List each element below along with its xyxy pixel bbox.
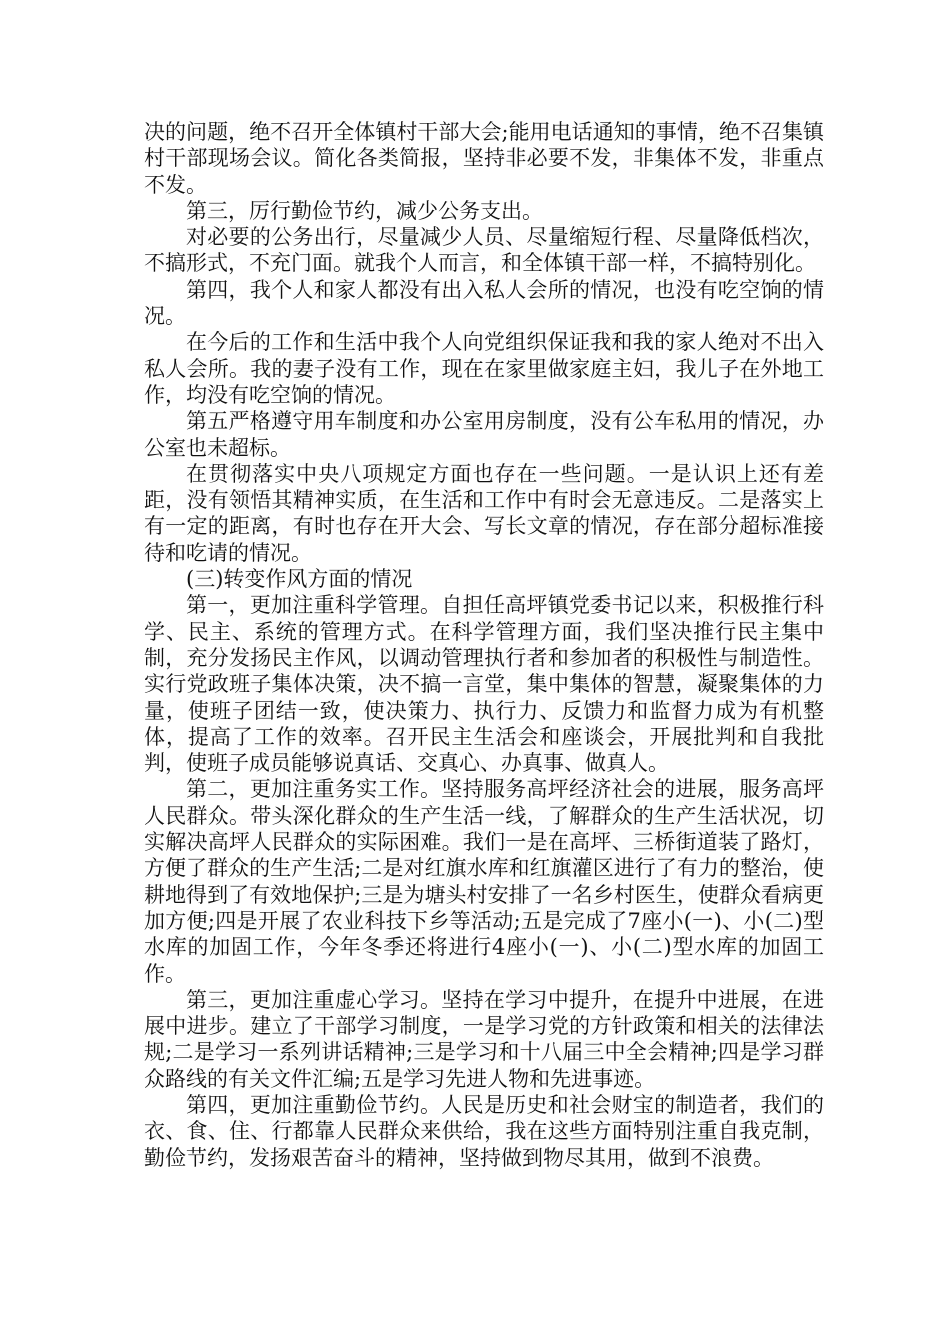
- paragraph-official-travel: 对必要的公务出行，尽量减少人员、尽量缩短行程、尽量降低档次，不搞形式，不充门面。就我个人而言，和全体镇干部一样，不搞特别化。: [144, 225, 824, 276]
- paragraph-thrift: 第四，更加注重勤俭节约。人民是历史和社会财宝的制造者，我们的衣、食、住、行都靠人民群众来供给，我在这些方面特别注重自我克制，勤俭节约，发扬艰苦奋斗的精神，坚持做到物尽其用，做到不浪费。: [144, 1092, 824, 1170]
- paragraph-fifth-vehicles-offices: 第五严格遵守用车制度和办公室用房制度，没有公车私用的情况，办公室也未超标。: [144, 409, 824, 460]
- paragraph-fourth-private-clubs: 第四，我个人和家人都没有出入私人会所的情况，也没有吃空饷的情况。: [144, 277, 824, 329]
- paragraph-third-frugality: 第三，厉行勤俭节约，减少公务支出。: [186, 198, 543, 223]
- paragraph-scientific-management: 第一，更加注重科学管理。自担任高坪镇党委书记以来，积极推行科学、民主、系统的管理方式。在科学管理方面，我们坚决推行民主集中制，充分发扬民主作风，以调动管理执行者和参加者的积极性与制造性。实行党政班子集体决策，决不搞一言堂，集中集体的智慧，凝聚集体的力量，使班子团结一致，使决策力、执行力、反馈力和监督力成为有机整体，提高了工作的效率。召开民主生活会和座谈会，开展批判和自我批判，使班子成员能够说真话、交真心、办真事、做真人。: [144, 593, 824, 776]
- paragraph-existing-problems: 在贯彻落实中央八项规定方面也存在一些问题。一是认识上还有差距，没有领悟其精神实质，在生活和工作中有时会无意违反。二是落实上有一定的距离，有时也存在开大会、写长文章的情况，存在部分超标准接待和吃请的情况。: [144, 461, 824, 565]
- paragraph-practical-work: 第二，更加注重务实工作。坚持服务高坪经济社会的进展，服务高坪人民群众。带头深化群众的生产生活一线，了解群众的生产生活状况，切实解决高坪人民群众的实际困难。我们一是在高坪、三桥街道装了路灯，方便了群众的生产生活;二是对红旗水库和红旗灌区进行了有力的整治，使耕地得到了有效地保护;三是为塘头村安排了一名乡村医生，使群众看病更加方便;四是开展了农业科技下乡等活动;五是完成了7座小(一)、小(二)型水库的加固工作，今年冬季还将进行4座小(一)、小(二)型水库的加固工作。: [144, 777, 824, 986]
- paragraph-family-guarantee: 在今后的工作和生活中我个人向党组织保证我和我的家人绝对不出入私人会所。我的妻子没有工作，现在在家里做家庭主妇，我儿子在外地工作，均没有吃空饷的情况。: [144, 330, 824, 407]
- paragraph-study: 第三，更加注重虚心学习。坚持在学习中提升，在提升中进展，在进展中进步。建立了干部学习制度，一是学习党的方针政策和相关的法律法规;二是学习一系列讲话精神;三是学习和十八届三中全会精神;四是学习群众路线的有关文件汇编;五是学习先进人物和先进事迹。: [144, 987, 824, 1091]
- paragraph-continuation: 决的问题，绝不召开全体镇村干部大会;能用电话通知的事情，绝不召集镇村干部现场会议。简化各类简报，坚持非必要不发，非集体不发，非重点不发。: [144, 120, 824, 197]
- document-body: [144, 119, 824, 1171]
- section-heading-work-style: (三)转变作风方面的情况: [186, 567, 413, 592]
